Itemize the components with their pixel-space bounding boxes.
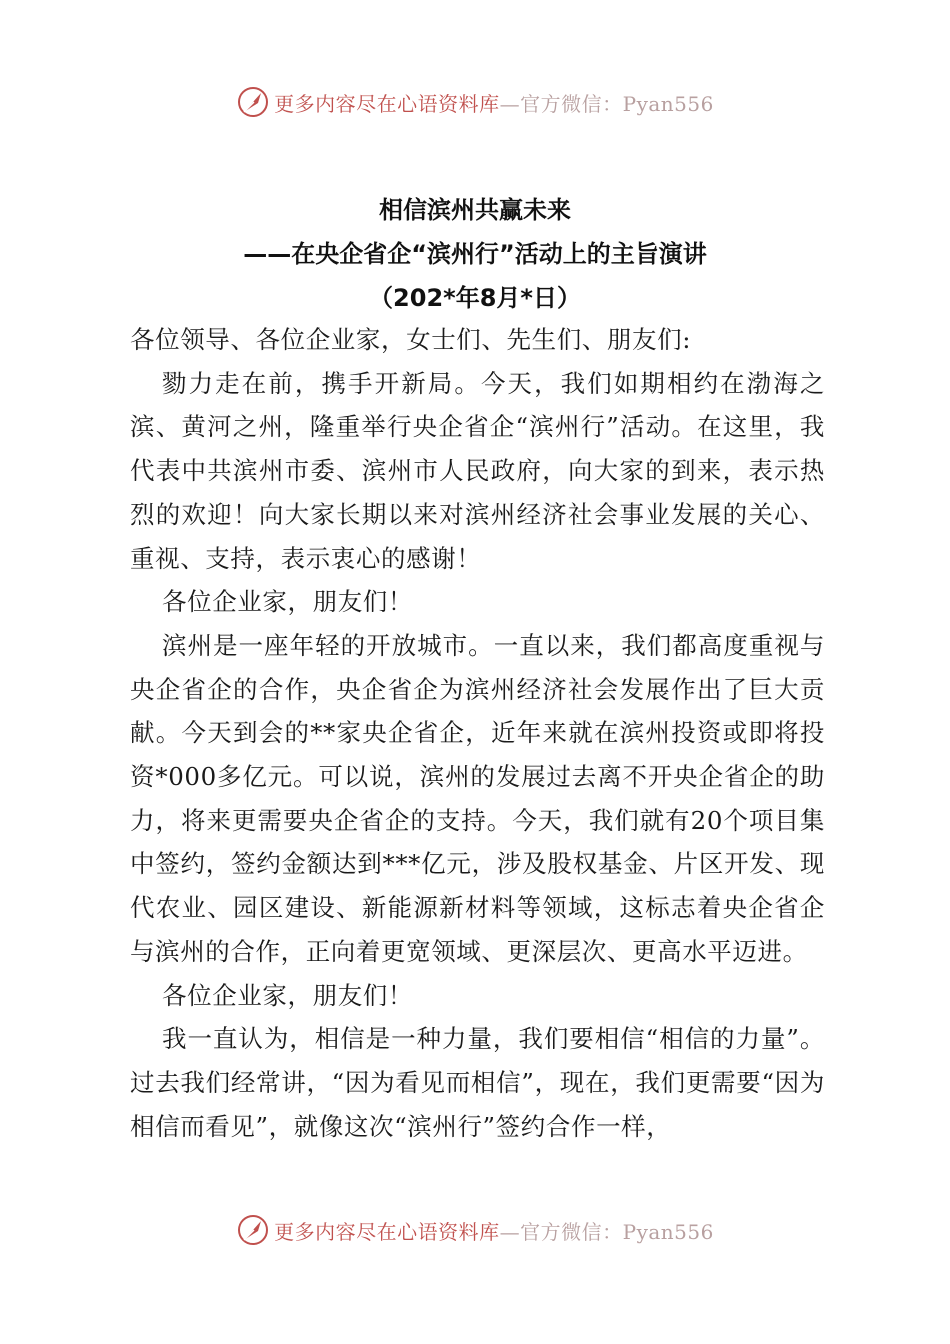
watermark-banner-bottom (0, 1210, 950, 1250)
watermark-text (274, 1216, 714, 1245)
watermark-main-text: 更多内容尽在心语资料库 (274, 91, 500, 116)
title-block (0, 188, 950, 320)
paragraph: 滨州是一座年轻的开放城市。一直以来，我们都高度重视与央企省企的合作，央企省企为滨州经济社会发展作出了巨大贡献。今天到会的**家央企省企，近年来就在滨州投资或即将投资*000多亿元。可以说，滨州的发展过去离不开央企省企的助力，将来更需要央企省企的支持。今天，我们就有20个项目集中签约，签约金额达到***亿元，涉及股权基金、片区开发、现代农业、园区建设、新能源新材料等领域，这标志着央企省企与滨州的合作，正向着更宽领域、更深层次、更高水平迈进。 (130, 630, 825, 966)
paragraph: 勠力走在前，携手开新局。今天，我们如期相约在渤海之滨、黄河之州，隆重举行央企省企“滨州行”活动。在这里，我代表中共滨州市委、滨州市人民政府，向大家的到来，表示热烈的欢迎！向大家长期以来对滨州经济社会事业发展的关心、重视、支持，表示衷心的感谢！ (130, 368, 825, 573)
watermark-main-text: 更多内容尽在心语资料库 (274, 1219, 500, 1244)
document-date: （202*年8月*日） (369, 284, 581, 312)
quill-logo-icon (236, 1213, 270, 1247)
document-title: 相信滨州共赢未来 (379, 196, 571, 224)
speech-body (130, 318, 825, 1148)
watermark-tail-text: —官方微信：Pyan556 (499, 91, 714, 116)
watermark-text (274, 88, 714, 117)
salutation: 各位领导、各位企业家，女士们、先生们、朋友们: (130, 325, 692, 354)
paragraph: 我一直认为，相信是一种力量，我们要相信“相信的力量”。过去我们经常讲，“因为看见而相信”，现在，我们更需要“因为相信而看见”，就像这次“滨州行”签约合作一样， (130, 1024, 825, 1141)
document-subtitle: ——在央企省企“滨州行”活动上的主旨演讲 (243, 240, 707, 268)
paragraph: 各位企业家，朋友们！ (162, 587, 413, 617)
paragraph: 各位企业家，朋友们！ (162, 980, 413, 1010)
watermark-tail-text: —官方微信：Pyan556 (499, 1219, 714, 1244)
quill-logo-icon (236, 85, 270, 119)
watermark-banner-top (0, 82, 950, 122)
